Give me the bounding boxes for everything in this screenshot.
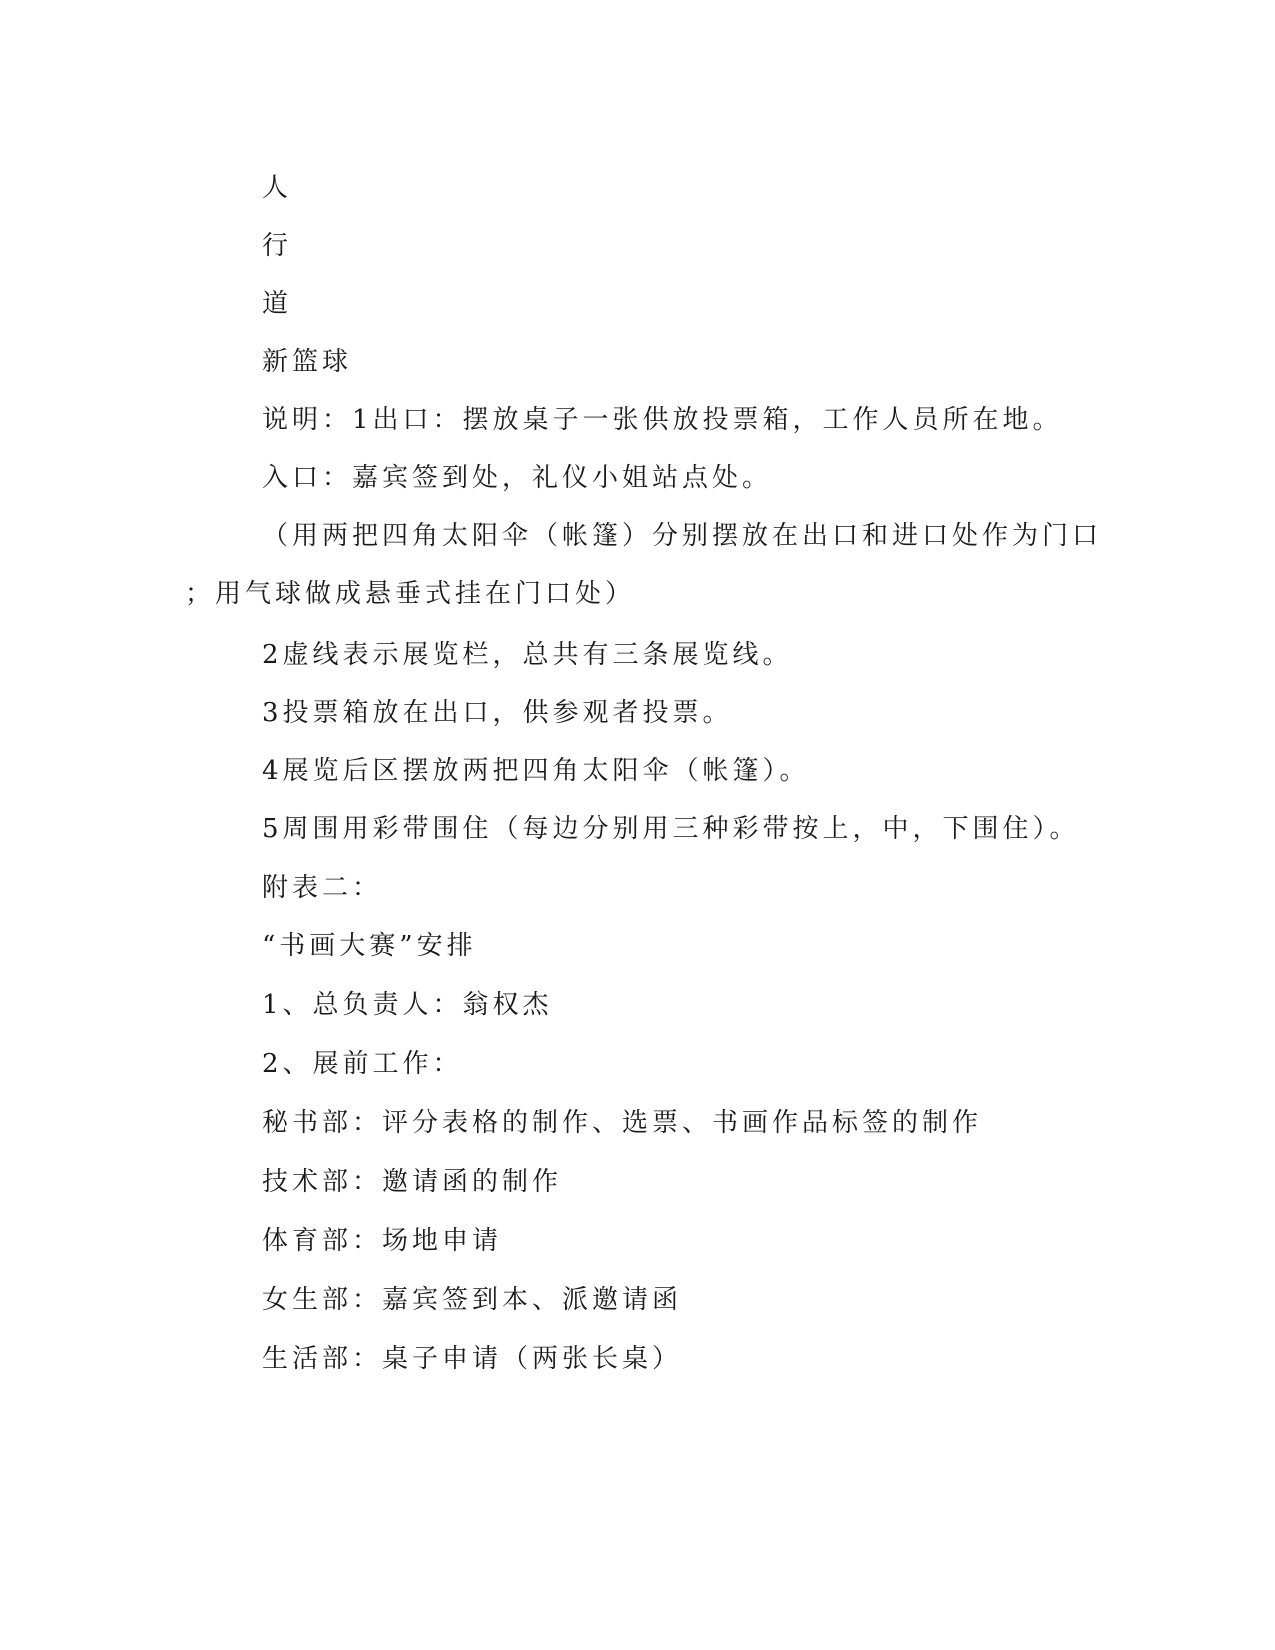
vertical-char-xing: 行 (262, 231, 293, 261)
dept-life: 生活部：桌子申请（两张长桌） (262, 1344, 683, 1374)
note-exit: 说明：1出口：摆放桌子一张供放投票箱，工作人员所在地。 (262, 405, 1063, 435)
note-dashed-line: 2虚线表示展览栏，总共有三条展览线。 (262, 640, 793, 670)
item-person-in-charge: 1、总负责人：翁权杰 (262, 990, 553, 1020)
item-pre-exhibition: 2、展前工作： (262, 1049, 463, 1079)
court-label: 新篮球 (262, 347, 353, 377)
vertical-char-ren: 人 (262, 173, 293, 203)
note-entrance: 入口：嘉宾签到处，礼仪小姐站点处。 (262, 463, 773, 493)
appendix-heading: 附表二： (262, 873, 383, 903)
vertical-char-dao: 道 (262, 289, 293, 319)
note-umbrella-cont: ；用气球做成悬垂式挂在门口处） (185, 579, 636, 609)
note-ribbon: 5周围用彩带围住（每边分别用三种彩带按上，中，下围住）。 (262, 814, 1080, 844)
note-rear-area: 4展览后区摆放两把四角太阳伞（帐篷）。 (262, 756, 810, 786)
dept-female: 女生部：嘉宾签到本、派邀请函 (262, 1285, 683, 1315)
contest-title: “书画大赛”安排 (262, 931, 477, 961)
dept-secretary: 秘书部：评分表格的制作、选票、书画作品标签的制作 (262, 1108, 983, 1138)
note-ballot-box: 3投票箱放在出口，供参观者投票。 (262, 698, 733, 728)
dept-tech: 技术部：邀请函的制作 (262, 1167, 563, 1197)
dept-sports: 体育部：场地申请 (262, 1226, 503, 1256)
note-umbrella: （用两把四角太阳伞（帐篷）分别摆放在出口和进口处作为门口 (262, 521, 1103, 551)
